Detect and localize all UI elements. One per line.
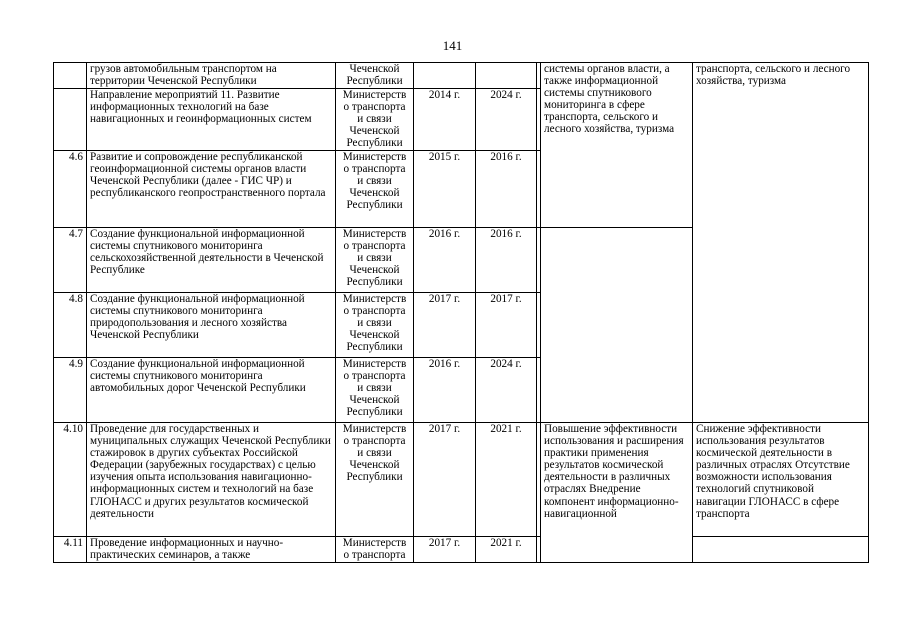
expected-results: Повышение эффективности использования и расширения практики применения результатов космической деятельности в различных отраслях Внедрение компонент информационно-навигационной bbox=[541, 423, 693, 563]
table-row bbox=[54, 63, 869, 89]
expected-results-empty bbox=[541, 228, 693, 423]
row-number: 4.6 bbox=[54, 151, 87, 228]
row-number bbox=[54, 89, 87, 151]
measure-name: Создание функциональной информационной системы спутникового мониторинга природопользования и лесного хозяйства Чеченской Республики bbox=[87, 293, 336, 358]
measure-name: Развитие и сопровождение республиканской геоинформационной системы органов власти Чеченской Республики (далее - ГИС ЧР) и республиканского геопространственного портала bbox=[87, 151, 336, 228]
row-number: 4.11 bbox=[54, 537, 87, 563]
executor: Министерств о транспорта и связи Чеченской Республики bbox=[336, 151, 414, 228]
consequences: Снижение эффективности использования результатов космической деятельности в различных отраслях Отсутствие возможности использования технологий спутниковой навигации ГЛОНАСС в сфере транспорта bbox=[693, 423, 869, 537]
executor: Министерств о транспорта и связи Чеченской Республики bbox=[336, 423, 414, 537]
start-year bbox=[414, 63, 476, 89]
measure-name: грузов автомобильным транспортом на территории Чеченской Республики bbox=[87, 63, 336, 89]
row-number: 4.7 bbox=[54, 228, 87, 293]
start-year: 2017 г. bbox=[414, 293, 476, 358]
spacer-cell bbox=[537, 537, 541, 563]
start-year: 2014 г. bbox=[414, 89, 476, 151]
executor: Министерств о транспорта и связи Чеченской Республики bbox=[336, 89, 414, 151]
start-year: 2017 г. bbox=[414, 537, 476, 563]
end-year: 2017 г. bbox=[476, 293, 537, 358]
measure-name: Создание функциональной информационной системы спутникового мониторинга сельскохозяйственной деятельности в Чеченской Республике bbox=[87, 228, 336, 293]
measures-table bbox=[53, 62, 869, 563]
start-year: 2017 г. bbox=[414, 423, 476, 537]
end-year bbox=[476, 63, 537, 89]
executor: Министерств о транспорта bbox=[336, 537, 414, 563]
executor: Министерств о транспорта и связи Чеченской Республики bbox=[336, 228, 414, 293]
measure-name: Создание функциональной информационной системы спутникового мониторинга автомобильных дорог Чеченской Республики bbox=[87, 358, 336, 423]
spacer-cell bbox=[537, 151, 541, 228]
executor: Министерств о транспорта и связи Чеченской Республики bbox=[336, 293, 414, 358]
row-number bbox=[54, 63, 87, 89]
end-year: 2016 г. bbox=[476, 228, 537, 293]
end-year: 2016 г. bbox=[476, 151, 537, 228]
measure-name: Проведение информационных и научно-практических семинаров, а также bbox=[87, 537, 336, 563]
spacer-cell bbox=[537, 358, 541, 423]
measure-name: Направление мероприятий 11. Развитие информационных технологий на базе навигационных и геоинформационных систем bbox=[87, 89, 336, 151]
row-number: 4.9 bbox=[54, 358, 87, 423]
consequences-empty bbox=[693, 537, 869, 563]
start-year: 2015 г. bbox=[414, 151, 476, 228]
page-number: 141 bbox=[442, 38, 463, 53]
end-year: 2021 г. bbox=[476, 537, 537, 563]
row-number: 4.10 bbox=[54, 423, 87, 537]
start-year: 2016 г. bbox=[414, 228, 476, 293]
end-year: 2021 г. bbox=[476, 423, 537, 537]
start-year: 2016 г. bbox=[414, 358, 476, 423]
spacer-cell bbox=[537, 293, 541, 358]
executor: Министерств о транспорта и связи Чеченской Республики bbox=[336, 358, 414, 423]
expected-results: системы органов власти, а также информационной системы спутникового мониторинга в сфере транспорта, сельского и лесного хозяйства, туризма bbox=[541, 63, 693, 228]
table-row bbox=[54, 537, 869, 563]
end-year: 2024 г. bbox=[476, 358, 537, 423]
table-row bbox=[54, 423, 869, 537]
measure-name: Проведение для государственных и муниципальных служащих Чеченской Республики стажировок в других субъектах Российской Федерации (зарубежных государствах) с целью изучения опыта использования навигационно- информационных систем и технологий на базе ГЛОНАСС и других результатов космической деятельности bbox=[87, 423, 336, 537]
executor: Чеченской Республики bbox=[336, 63, 414, 89]
spacer-cell bbox=[537, 89, 541, 151]
row-number: 4.8 bbox=[54, 293, 87, 358]
end-year: 2024 г. bbox=[476, 89, 537, 151]
consequences: транспорта, сельского и лесного хозяйства, туризма bbox=[693, 63, 869, 423]
